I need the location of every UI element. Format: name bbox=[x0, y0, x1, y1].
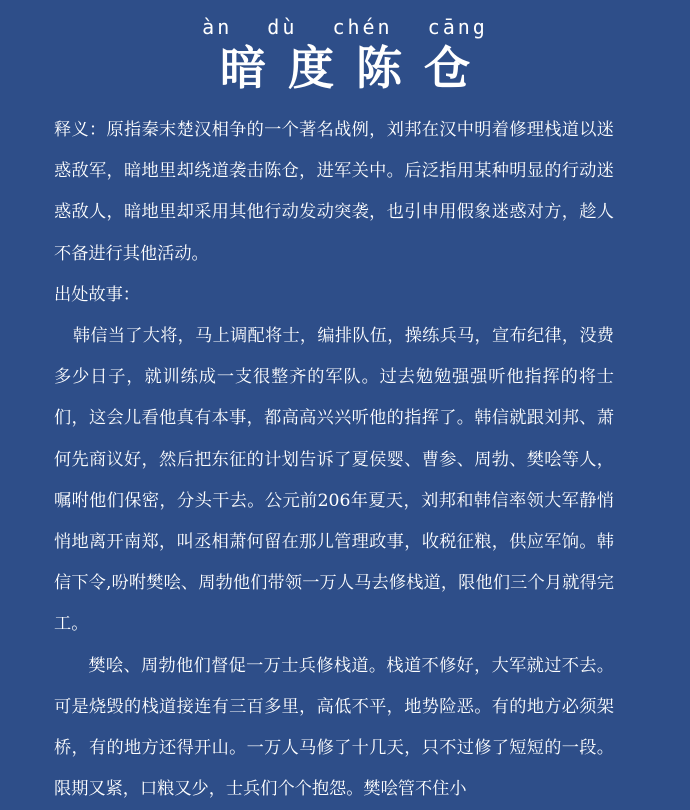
pinyin-line bbox=[0, 14, 690, 40]
pinyin-syllable: cāng bbox=[427, 15, 488, 39]
meaning-paragraph: 释义：原指秦末楚汉相争的一个著名战例，刘邦在汉中明着修理栈道以迷惑敌军，暗地里却绕道袭击陈仓，进军关中。后泛指用某种明显的行动迷惑敌人，暗地里却采用其他行动发动突袭，也引申用假象迷惑对方，趁人不备进行其他活动。 bbox=[54, 120, 614, 264]
story-label: 出处故事： bbox=[54, 284, 140, 305]
article-body bbox=[54, 110, 614, 810]
pinyin-syllable: dù bbox=[267, 15, 298, 39]
pinyin-syllable: àn bbox=[202, 15, 233, 39]
idiom-title: 暗度陈仓 bbox=[220, 41, 492, 95]
story-paragraph-1: 韩信当了大将，马上调配将士，编排队伍，操练兵马，宣布纪律，没费多少日子，就训练成一支很整齐的军队。过去勉勉强强听他指挥的将士们，这会儿看他真有本事，都高高兴兴听他的指挥了。韩信就跟刘邦、萧何先商议好，然后把东征的计划告诉了夏侯婴、曹参、周勃、樊哙等人，嘱咐他们保密，分头干去。公元前206年夏天，刘邦和韩信率领大军静悄悄地离开南郑，叫丞相萧何留在那儿管理政事，收税征粮，供应军饷。韩信下令,吩咐樊哙、周勃他们带领一万人马去修栈道，限他们三个月就得完工。 bbox=[54, 326, 614, 635]
pinyin-syllable: chén bbox=[332, 15, 393, 39]
story-paragraph-2: 樊哙、周勃他们督促一万士兵修栈道。栈道不修好，大军就过不去。可是烧毁的栈道接连有三百多里，高低不平，地势险恶。有的地方必须架桥，有的地方还得开山。一万人马修了十几天，只不过修了短短的一段。限期又紧，口粮又少，士兵们个个抱怨。樊哙管不住小 bbox=[54, 655, 614, 800]
